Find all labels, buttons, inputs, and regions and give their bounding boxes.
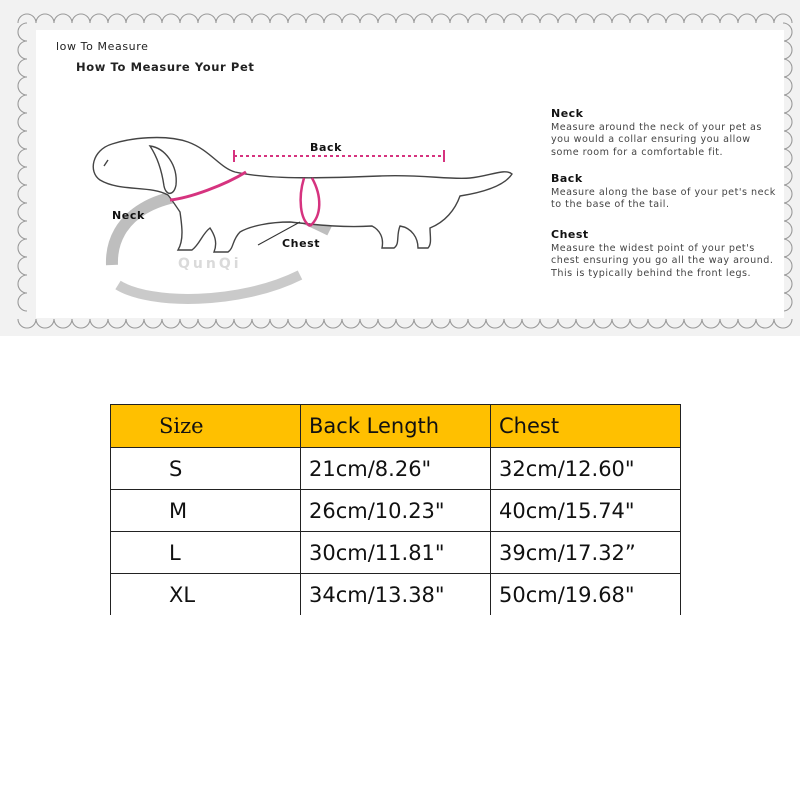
watermark-text: QunQi — [178, 256, 242, 272]
how-to-measure-card — [0, 0, 800, 336]
diagram-label-chest: Chest — [282, 237, 321, 250]
back-length-cell: 26cm/10.23" — [301, 490, 491, 532]
header-size: Size — [111, 405, 301, 448]
chest-cell: 40cm/15.74" — [491, 490, 681, 532]
header-chest: Chest — [491, 405, 681, 448]
instruction-chest — [551, 228, 776, 280]
size-cell: S — [111, 448, 301, 490]
instruction-title: Back — [551, 172, 583, 185]
instruction-text: Measure around the neck of your pet as you would a collar ensuring you allow some room for a comfortable fit. — [551, 122, 762, 158]
size-cell: M — [111, 490, 301, 532]
header-small: low To Measure — [56, 40, 149, 53]
instruction-text: Measure along the base of your pet's neck to the base of the tail. — [551, 187, 776, 211]
table-row — [111, 448, 681, 490]
diagram-label-back: Back — [310, 141, 343, 154]
back-length-cell: 30cm/11.81" — [301, 532, 491, 574]
table-row — [111, 574, 681, 616]
chest-cell: 39cm/17.32” — [491, 532, 681, 574]
table-header-row — [111, 405, 681, 448]
instruction-back — [551, 172, 776, 212]
instruction-text: Measure the widest point of your pet's chest ensuring you go all the way around. This is typically behind the front legs. — [551, 243, 774, 279]
size-cell: L — [111, 532, 301, 574]
size-chart-table — [110, 404, 681, 615]
chest-cell: 32cm/12.60" — [491, 448, 681, 490]
table-row — [111, 532, 681, 574]
diagram-label-neck: Neck — [112, 209, 145, 222]
instruction-neck — [551, 107, 776, 159]
size-cell: XL — [111, 574, 301, 616]
instruction-title: Neck — [551, 107, 584, 120]
header-main: How To Measure Your Pet — [76, 60, 255, 74]
instruction-title: Chest — [551, 228, 589, 241]
back-length-cell: 21cm/8.26" — [301, 448, 491, 490]
table-row — [111, 490, 681, 532]
header-back-length: Back Length — [301, 405, 491, 448]
back-length-cell: 34cm/13.38" — [301, 574, 491, 616]
chest-cell: 50cm/19.68" — [491, 574, 681, 616]
